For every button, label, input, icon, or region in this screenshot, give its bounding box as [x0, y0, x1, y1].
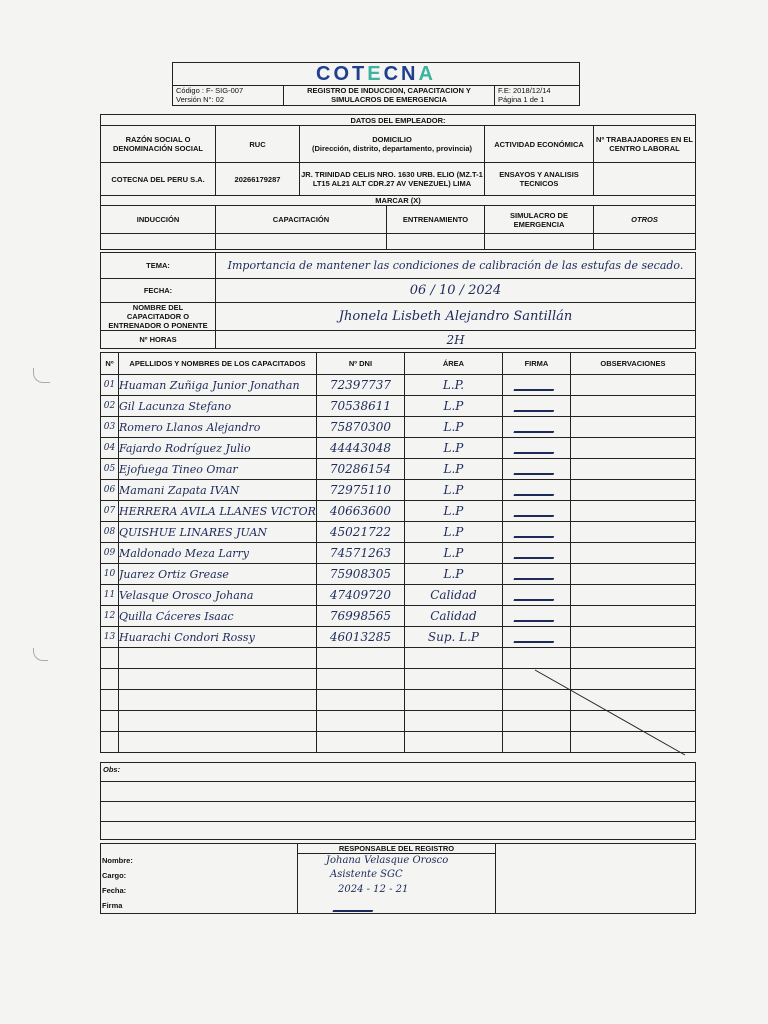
row-number[interactable]: 11 — [101, 585, 119, 606]
attendee-name[interactable]: Mamani Zapata IVAN — [119, 480, 317, 501]
employer-table — [100, 114, 696, 196]
row-number[interactable]: 08 — [101, 522, 119, 543]
signature-scribble — [514, 503, 559, 517]
attendee-dni[interactable]: 76998565 — [316, 606, 404, 627]
attendee-name[interactable]: HERRERA AVILA LLANES VICTOR — [119, 501, 317, 522]
attendee-name[interactable]: Juarez Ortiz Grease — [119, 564, 317, 585]
row-number[interactable] — [101, 732, 119, 753]
signature-scribble — [514, 629, 559, 643]
attendee-name[interactable]: Fajardo Rodríguez Julio — [119, 438, 317, 459]
attendee-dni[interactable]: 75908305 — [316, 564, 404, 585]
fecha-label: FECHA: — [101, 279, 216, 303]
signature-scribble — [514, 608, 559, 622]
option-induccion[interactable]: INDUCCIÓN — [101, 206, 216, 234]
table-row — [101, 564, 696, 585]
mark-cell[interactable] — [101, 234, 216, 250]
row-number[interactable]: 03 — [101, 417, 119, 438]
attendee-name[interactable]: QUISHUE LINARES JUAN — [119, 522, 317, 543]
attendee-signature[interactable] — [502, 501, 570, 522]
attendee-area[interactable]: L.P — [404, 501, 502, 522]
attendee-name[interactable]: Ejofuega Tineo Omar — [119, 459, 317, 480]
attendee-area[interactable]: Calidad — [404, 606, 502, 627]
attendee-observation[interactable] — [570, 564, 695, 585]
attendee-signature[interactable] — [502, 543, 570, 564]
attendee-observation[interactable] — [570, 396, 695, 417]
row-number[interactable]: 01 — [101, 375, 119, 396]
hole-punch-mark — [33, 368, 50, 383]
option-capacitacion[interactable]: CAPACITACIÓN — [216, 206, 387, 234]
table-row — [101, 627, 696, 648]
marcar-title: MARCAR (X) — [101, 196, 696, 206]
attendee-name[interactable] — [119, 711, 317, 732]
actividad-value: ENSAYOS Y ANALISIS TECNICOS — [485, 163, 594, 196]
trabajadores-value — [594, 163, 696, 196]
signature-scribble — [514, 545, 559, 559]
attendee-area[interactable]: Sup. L.P — [404, 627, 502, 648]
mark-cell[interactable] — [216, 234, 387, 250]
row-number[interactable]: 13 — [101, 627, 119, 648]
col-domicilio: DOMICILIO (Dirección, distrito, departamento, provincia) — [300, 126, 485, 163]
marcar-table — [100, 195, 696, 250]
attendee-observation[interactable] — [570, 522, 695, 543]
row-number[interactable] — [101, 690, 119, 711]
row-number[interactable]: 10 — [101, 564, 119, 585]
attendee-dni[interactable] — [316, 648, 404, 669]
capacitador-value[interactable]: Jhonela Lisbeth Alejandro Santillán — [216, 303, 696, 331]
tema-value[interactable]: Importancia de mantener las condiciones de calibración de las estufas de secado. — [216, 253, 696, 279]
attendee-name[interactable]: Romero Llanos Alejandro — [119, 417, 317, 438]
row-number[interactable]: 02 — [101, 396, 119, 417]
attendee-dni[interactable]: 70538611 — [316, 396, 404, 417]
attendee-name[interactable]: Huaman Zuñiga Junior Jonathan — [119, 375, 317, 396]
attendee-observation[interactable] — [570, 438, 695, 459]
option-otros[interactable]: OTROS — [594, 206, 696, 234]
attendee-area[interactable]: L.P — [404, 480, 502, 501]
row-number[interactable]: 06 — [101, 480, 119, 501]
attendee-signature[interactable] — [502, 627, 570, 648]
nombre-label: Nombre: — [102, 856, 133, 865]
row-number[interactable]: 05 — [101, 459, 119, 480]
employer-section-title: DATOS DEL EMPLEADOR: — [101, 115, 696, 126]
mark-cell[interactable] — [485, 234, 594, 250]
obs-label: Obs: — [103, 765, 121, 774]
responsable-title: RESPONSABLE DEL REGISTRO — [338, 844, 455, 853]
row-number[interactable] — [101, 669, 119, 690]
row-number[interactable] — [101, 711, 119, 732]
option-simulacro[interactable]: SIMULACRO DE EMERGENCIA — [485, 206, 594, 234]
attendee-signature[interactable] — [502, 585, 570, 606]
table-row — [101, 417, 696, 438]
row-number[interactable]: 09 — [101, 543, 119, 564]
attendee-dni[interactable]: 44443048 — [316, 438, 404, 459]
cotecna-logo: COTECNA — [316, 63, 436, 85]
form-title-line1: REGISTRO DE INDUCCION, CAPACITACION Y — [307, 86, 471, 95]
responsable-fecha[interactable]: 2024 - 12 - 21 — [338, 884, 409, 895]
razon-social-value: COTECNA DEL PERU S.A. — [101, 163, 216, 196]
table-row — [101, 585, 696, 606]
signature-scribble — [514, 482, 559, 496]
attendee-area[interactable]: L.P — [404, 564, 502, 585]
attendee-signature[interactable] — [502, 480, 570, 501]
attendee-area[interactable]: L.P. — [404, 375, 502, 396]
table-row — [101, 522, 696, 543]
signature-scribble — [514, 587, 559, 601]
attendee-area[interactable]: L.P — [404, 417, 502, 438]
attendee-dni[interactable]: 70286154 — [316, 459, 404, 480]
attendee-area[interactable]: L.P — [404, 522, 502, 543]
col-firma: FIRMA — [502, 353, 570, 375]
capacitador-label: NOMBRE DEL CAPACITADOR O ENTRENADOR O PONENTE — [101, 303, 216, 331]
signature-scribble — [514, 461, 559, 475]
attendee-area[interactable]: L.P — [404, 438, 502, 459]
ruc-value: 20266179287 — [216, 163, 300, 196]
attendee-name[interactable] — [119, 648, 317, 669]
attendee-observation[interactable] — [570, 375, 695, 396]
col-number: Nº — [101, 353, 119, 375]
cargo-label: Cargo: — [102, 871, 127, 880]
attendee-dni[interactable]: 46013285 — [316, 627, 404, 648]
hole-punch-mark — [33, 648, 48, 661]
attendee-dni[interactable]: 74571263 — [316, 543, 404, 564]
form-title-line2: SIMULACROS DE EMERGENCIA — [331, 95, 447, 104]
attendee-area[interactable] — [404, 732, 502, 753]
responsable-nombre[interactable]: Johana Velasque Orosco — [326, 855, 449, 866]
attendee-observation[interactable] — [570, 543, 695, 564]
attendee-dni[interactable] — [316, 732, 404, 753]
table-row — [101, 396, 696, 417]
attendee-dni[interactable] — [316, 669, 404, 690]
table-row — [101, 375, 696, 396]
attendee-signature[interactable] — [502, 564, 570, 585]
attendee-signature[interactable] — [502, 375, 570, 396]
col-dni: Nº DNI — [316, 353, 404, 375]
attendee-dni[interactable]: 72397737 — [316, 375, 404, 396]
signature-scribble — [514, 398, 559, 412]
attendee-dni[interactable]: 47409720 — [316, 585, 404, 606]
attendee-area[interactable] — [404, 669, 502, 690]
attendee-area[interactable] — [404, 648, 502, 669]
signature-scribble — [514, 440, 559, 454]
table-row — [101, 459, 696, 480]
attendee-name[interactable]: Gil Lacunza Stefano — [119, 396, 317, 417]
table-row — [101, 606, 696, 627]
attendee-dni[interactable]: 45021722 — [316, 522, 404, 543]
table-row — [101, 501, 696, 522]
fecha-value[interactable]: 06 / 10 / 2024 — [216, 279, 696, 303]
row-number[interactable] — [101, 648, 119, 669]
fecha-resp-label: Fecha: — [102, 886, 127, 895]
attendee-dni[interactable]: 72975110 — [316, 480, 404, 501]
attendee-name[interactable] — [119, 669, 317, 690]
form-fe: F.E: 2018/12/14 — [498, 86, 551, 95]
table-row — [101, 480, 696, 501]
col-razon-social: RAZÓN SOCIAL O DENOMINACIÓN SOCIAL — [101, 126, 216, 163]
attendee-name[interactable]: Velasque Orosco Johana — [119, 585, 317, 606]
attendee-signature[interactable] — [502, 417, 570, 438]
attendee-signature[interactable] — [502, 459, 570, 480]
attendee-name[interactable] — [119, 690, 317, 711]
attendee-dni[interactable]: 40663600 — [316, 501, 404, 522]
attendee-area[interactable] — [404, 690, 502, 711]
signature-scribble — [514, 377, 559, 391]
attendee-signature[interactable] — [502, 522, 570, 543]
horas-label: Nº HORAS — [101, 331, 216, 349]
attendee-name[interactable]: Huarachi Condori Rossy — [119, 627, 317, 648]
col-actividad: ACTIVIDAD ECONÓMICA — [485, 126, 594, 163]
attendee-area[interactable]: L.P — [404, 543, 502, 564]
row-number[interactable]: 07 — [101, 501, 119, 522]
mark-cell[interactable] — [594, 234, 696, 250]
table-row — [101, 438, 696, 459]
row-number[interactable]: 04 — [101, 438, 119, 459]
option-entrenamiento[interactable]: ENTRENAMIENTO — [387, 206, 485, 234]
attendee-observation[interactable] — [570, 627, 695, 648]
mark-cell[interactable] — [387, 234, 485, 250]
firma-label: Firma — [102, 901, 123, 910]
attendee-dni[interactable]: 75870300 — [316, 417, 404, 438]
attendee-signature[interactable] — [502, 438, 570, 459]
attendee-name[interactable]: Quilla Cáceres Isaac — [119, 606, 317, 627]
signature-scribble — [514, 419, 559, 433]
table-row — [101, 543, 696, 564]
attendee-signature[interactable] — [502, 606, 570, 627]
attendee-observation[interactable] — [570, 585, 695, 606]
col-names: APELLIDOS Y NOMBRES DE LOS CAPACITADOS — [119, 353, 317, 375]
col-area: ÁREA — [404, 353, 502, 375]
responsable-cargo[interactable]: Asistente SGC — [330, 869, 403, 880]
signature-scribble — [514, 524, 559, 538]
attendee-observation[interactable] — [570, 606, 695, 627]
attendee-dni[interactable] — [316, 690, 404, 711]
horas-value[interactable]: 2H — [216, 331, 696, 349]
attendee-dni[interactable] — [316, 711, 404, 732]
col-trabajadores: Nº TRABAJADORES EN EL CENTRO LABORAL — [594, 126, 696, 163]
attendee-area[interactable]: L.P — [404, 459, 502, 480]
form-page: Página 1 de 1 — [498, 95, 545, 104]
col-ruc: RUC — [216, 126, 300, 163]
cancel-stroke — [530, 665, 690, 760]
tema-label: TEMA: — [101, 253, 216, 279]
attendee-signature[interactable] — [502, 396, 570, 417]
col-observaciones: OBSERVACIONES — [570, 353, 695, 375]
form-version: Versión N°: 02 — [176, 95, 225, 104]
domicilio-value: JR. TRINIDAD CELIS NRO. 1630 URB. ELIO (MZ.T-1 LT15 AL21 ALT CDR.27 AV VENEZUEL) LIMA — [300, 163, 485, 196]
attendee-observation[interactable] — [570, 501, 695, 522]
signature-scribble — [514, 566, 559, 580]
attendee-observation[interactable] — [570, 459, 695, 480]
attendee-area[interactable] — [404, 711, 502, 732]
attendee-area[interactable]: Calidad — [404, 585, 502, 606]
form-code: Código : F- SIG-007 — [176, 86, 244, 95]
attendee-observation[interactable] — [570, 480, 695, 501]
attendee-name[interactable]: Maldonado Meza Larry — [119, 543, 317, 564]
attendee-name[interactable] — [119, 732, 317, 753]
row-number[interactable]: 12 — [101, 606, 119, 627]
session-table — [100, 252, 696, 349]
attendee-observation[interactable] — [570, 417, 695, 438]
responsable-signature — [335, 898, 375, 917]
attendee-area[interactable]: L.P — [404, 396, 502, 417]
